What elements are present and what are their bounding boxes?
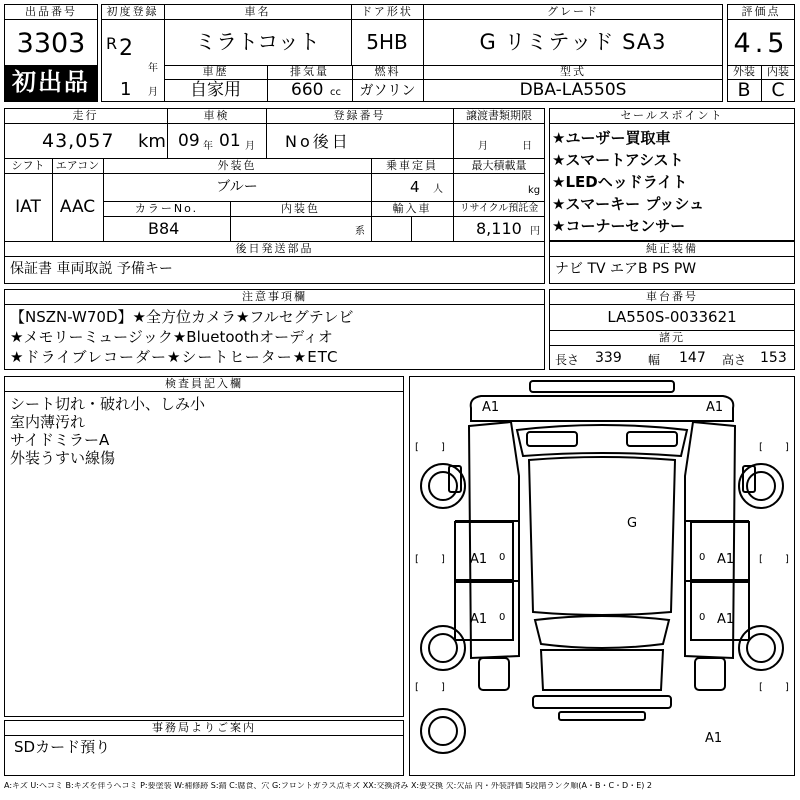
sales-point-item: ★ユーザー買取車 bbox=[552, 129, 671, 147]
month-unit: 月 bbox=[148, 87, 158, 98]
shift-value: IAT bbox=[15, 197, 41, 217]
int-color-unit: 系 bbox=[355, 226, 365, 237]
ac-label: エアコン bbox=[55, 159, 100, 172]
max-load-unit: kg bbox=[528, 185, 541, 196]
svg-text:]: ] bbox=[785, 554, 789, 565]
ac-value: AAC bbox=[59, 197, 96, 217]
lot-label: 出品番号 bbox=[25, 5, 77, 18]
exterior-grade: B bbox=[737, 79, 751, 101]
inspection-month-unit: 月 bbox=[245, 141, 255, 152]
office-label: 事務局よりご案内 bbox=[152, 721, 256, 734]
svg-text:]: ] bbox=[441, 682, 445, 693]
width-value: 147 bbox=[679, 350, 706, 366]
displacement-unit: cc bbox=[330, 87, 341, 98]
recycle-value: 8,110 bbox=[476, 219, 522, 238]
svg-text:]: ] bbox=[441, 554, 445, 565]
notes-line: 【NSZN-W70D】★全方位カメラ★フルセグテレビ bbox=[10, 308, 354, 326]
svg-text:]: ] bbox=[441, 442, 445, 453]
door-type: 5HB bbox=[366, 30, 408, 54]
interior-label: 内装 bbox=[767, 65, 789, 78]
recycle-unit: 円 bbox=[530, 226, 540, 237]
sales-points-label: セールスポイント bbox=[620, 109, 724, 122]
model-code: DBA-LA550S bbox=[519, 80, 627, 100]
lot-number: 3303 bbox=[16, 28, 86, 59]
era-letter: R bbox=[106, 34, 118, 53]
svg-text:[: [ bbox=[759, 442, 763, 453]
grade-label: グレード bbox=[547, 5, 599, 18]
reg-month: 1 bbox=[120, 79, 132, 100]
mileage-value: 43,057 bbox=[42, 130, 115, 152]
later-parts-value: 保証書 車両取説 予備キー bbox=[10, 261, 173, 277]
rating-value: 4.5 bbox=[733, 28, 789, 59]
height-value: 153 bbox=[760, 350, 787, 366]
damage-mark: A1 bbox=[470, 612, 488, 627]
damage-mark: A1 bbox=[717, 612, 735, 627]
sales-point-item: ★スマートアシスト bbox=[552, 151, 684, 169]
office-value: SDカード預り bbox=[14, 738, 111, 756]
svg-text:0: 0 bbox=[699, 552, 706, 563]
notes-line: ★ドライブレコーダー★シートヒーター★ETC bbox=[10, 348, 339, 366]
history-label: 車歴 bbox=[202, 65, 229, 78]
equipment-value: ナビ TV エアB PS PW bbox=[555, 261, 697, 277]
reg-number-label: 登録番号 bbox=[333, 109, 386, 122]
svg-text:]: ] bbox=[785, 682, 789, 693]
car-diagram bbox=[409, 376, 795, 776]
history-value: 自家用 bbox=[190, 80, 241, 100]
inspector-line: シート切れ・破れ小、しみ小 bbox=[10, 395, 206, 413]
inspection-year-unit: 年 bbox=[203, 141, 213, 152]
inspection-month: 01 bbox=[219, 131, 241, 151]
door-label: ドア形状 bbox=[361, 5, 413, 18]
exterior-label: 外装 bbox=[733, 65, 755, 78]
damage-mark: A1 bbox=[470, 552, 488, 567]
chassis-label: 車台番号 bbox=[646, 290, 698, 303]
rating-label: 評価点 bbox=[741, 5, 781, 18]
interior-grade: C bbox=[771, 79, 785, 101]
length-value: 339 bbox=[595, 350, 622, 366]
displacement-value: 660 bbox=[291, 80, 324, 100]
inspection-year: 09 bbox=[178, 131, 200, 151]
first-reg-label: 初度登録 bbox=[106, 5, 159, 18]
transfer-day-unit: 日 bbox=[522, 141, 532, 152]
int-color-label: 内装色 bbox=[281, 202, 320, 215]
era-year: 2 bbox=[119, 36, 133, 61]
capacity-value: 4 bbox=[410, 178, 420, 196]
inspector-label: 検査員記入欄 bbox=[165, 377, 243, 390]
mileage-label: 走行 bbox=[72, 109, 99, 122]
sales-point-item: ★LEDヘッドライト bbox=[552, 173, 688, 191]
car-name-label: 車名 bbox=[244, 5, 271, 18]
sales-point-item: ★コーナーセンサー bbox=[552, 217, 686, 235]
svg-text:[: [ bbox=[415, 554, 419, 565]
first-listing-text: 初出品 bbox=[12, 68, 90, 96]
capacity-label: 乗車定員 bbox=[386, 159, 438, 172]
shift-label: シフト bbox=[11, 159, 45, 172]
transfer-month-unit: 月 bbox=[478, 141, 488, 152]
sales-point-item: ★スマーキー プッシュ bbox=[552, 195, 705, 213]
svg-text:0: 0 bbox=[499, 612, 506, 623]
svg-text:[: [ bbox=[759, 682, 763, 693]
recycle-label: リサイクル預託金 bbox=[459, 203, 539, 214]
length-label: 長さ bbox=[555, 353, 580, 367]
car-name: ミラトコット bbox=[195, 30, 320, 54]
notes-label: 注意事項欄 bbox=[242, 290, 307, 303]
ext-color-label: 外装色 bbox=[217, 159, 257, 172]
svg-text:0: 0 bbox=[699, 612, 706, 623]
notes-line: ★メモリーミュージック★Bluetoothオーディオ bbox=[10, 328, 333, 346]
max-load-label: 最大積載量 bbox=[471, 159, 527, 172]
grade-value: G リミテッド SA3 bbox=[479, 30, 667, 54]
model-code-label: 型式 bbox=[560, 65, 586, 78]
inspector-line: サイドミラーA bbox=[10, 431, 110, 449]
later-parts-label: 後日発送部品 bbox=[235, 242, 314, 255]
damage-mark: G bbox=[627, 516, 638, 531]
damage-mark: A1 bbox=[482, 400, 500, 415]
svg-text:[: [ bbox=[759, 554, 763, 565]
import-label: 輸入車 bbox=[392, 202, 432, 215]
equipment-label: 純正装備 bbox=[646, 242, 698, 255]
year-unit: 年 bbox=[148, 63, 158, 74]
svg-text:]: ] bbox=[785, 442, 789, 453]
inspector-line: 室内薄汚れ bbox=[10, 413, 86, 431]
damage-mark: A1 bbox=[706, 400, 724, 415]
mileage-unit: km bbox=[138, 131, 166, 152]
height-label: 高さ bbox=[722, 353, 747, 367]
chassis-value: LA550S-0033621 bbox=[607, 308, 737, 326]
svg-text:[: [ bbox=[415, 442, 419, 453]
color-no-label: カラーNo. bbox=[134, 202, 199, 215]
fuel-label: 燃料 bbox=[374, 65, 401, 78]
damage-mark: A1 bbox=[705, 731, 723, 746]
inspection-label: 車検 bbox=[203, 109, 230, 122]
displacement-label: 排気量 bbox=[290, 65, 329, 78]
svg-text:0: 0 bbox=[499, 552, 506, 563]
reg-number-value: No後日 bbox=[285, 132, 351, 151]
legend-text: A:キズ U:ヘコミ B:キズを伴うヘコミ P:要塗装 W:補修跡 S:錆 C:腐食、穴 G:フロントガラス点キズ XX:交換済み X:要交換 欠:欠品 内・外装評価 5段階ランク順(A・B・C・D・E) 2 bbox=[4, 782, 653, 790]
width-label: 幅 bbox=[648, 353, 661, 367]
capacity-unit: 人 bbox=[433, 184, 443, 195]
color-no-value: B84 bbox=[148, 219, 180, 238]
svg-text:[: [ bbox=[415, 682, 419, 693]
specs-label: 諸元 bbox=[659, 331, 685, 344]
ext-color-value: ブルー bbox=[216, 179, 258, 195]
inspector-line: 外装うすい線傷 bbox=[10, 449, 116, 467]
transfer-label: 譲渡書類期限 bbox=[466, 109, 532, 122]
fuel-value: ガソリン bbox=[359, 83, 416, 99]
damage-mark: A1 bbox=[717, 552, 735, 567]
